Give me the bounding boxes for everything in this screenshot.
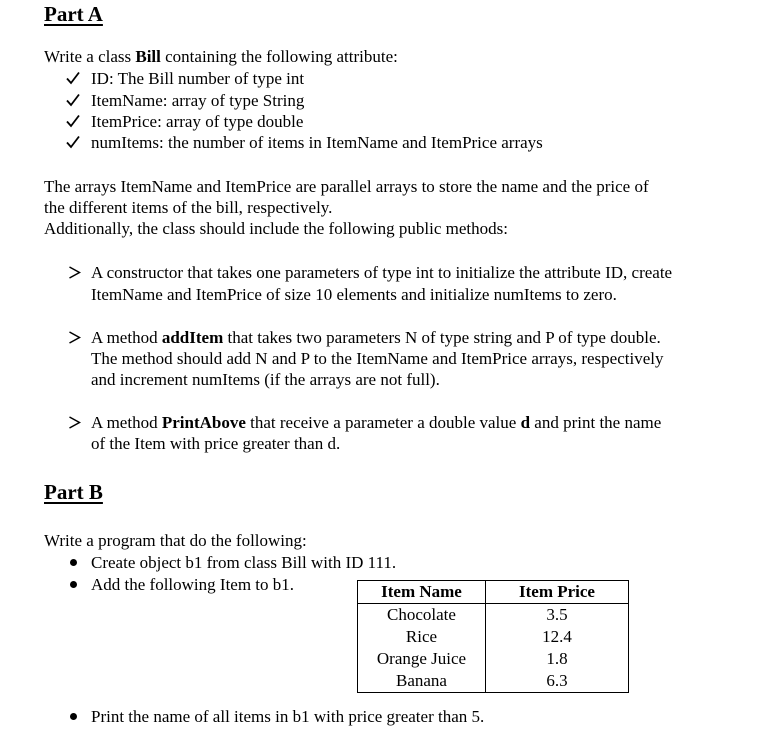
check-icon <box>66 135 80 149</box>
item-price-cell: 1.8 <box>486 648 629 670</box>
table-row <box>358 670 629 693</box>
item-name-cell: Rice <box>358 626 486 648</box>
column-header-item-price: Item Price <box>486 581 629 604</box>
class-name: Bill <box>135 47 161 66</box>
method-text: that takes two parameters N of type string and P of type double. <box>223 328 661 347</box>
method-name: addItem <box>161 328 224 347</box>
attribute-item: ID: The Bill number of type int <box>91 69 305 88</box>
arrow-bullet-icon <box>68 331 81 344</box>
bullet-item: Create object b1 from class Bill with ID 111. <box>91 553 397 572</box>
part-a-intro <box>44 46 398 67</box>
items-table <box>357 580 629 693</box>
table-header-row <box>358 581 629 604</box>
item-price-cell: 12.4 <box>486 626 629 648</box>
paragraph-line: The arrays ItemName and ItemPrice are parallel arrays to store the name and the price of <box>44 177 649 196</box>
bullet-icon <box>70 713 77 720</box>
intro-text-end: containing the following attribute: <box>160 47 398 66</box>
attribute-item: ItemName: array of type String <box>91 91 305 110</box>
item-name-cell: Orange Juice <box>358 648 486 670</box>
method-text: A method <box>91 328 162 347</box>
method-text: A method <box>91 413 162 432</box>
method-name: PrintAbove <box>161 413 246 432</box>
item-name-cell: Banana <box>358 670 486 693</box>
check-icon <box>66 71 80 85</box>
method-line <box>91 327 661 348</box>
part-b-heading: Part B <box>44 480 103 504</box>
table-row <box>358 604 629 627</box>
item-price-cell: 6.3 <box>486 670 629 693</box>
method-line: ItemName and ItemPrice of size 10 elements and initialize numItems to zero. <box>91 285 617 304</box>
attribute-item: numItems: the number of items in ItemName and ItemPrice arrays <box>91 133 543 152</box>
paragraph-line: the different items of the bill, respectively. <box>44 198 333 217</box>
check-icon <box>66 93 80 107</box>
method-text: that receive a parameter a double value <box>245 413 521 432</box>
check-icon <box>66 114 80 128</box>
method-line: The method should add N and P to the ItemName and ItemPrice arrays, respectively <box>91 349 664 368</box>
bullet-icon <box>70 559 77 566</box>
method-line: and increment numItems (if the arrays are not full). <box>91 370 440 389</box>
item-price-cell: 3.5 <box>486 604 629 627</box>
bullet-item: Print the name of all items in b1 with price greater than 5. <box>91 707 485 726</box>
item-name-cell: Chocolate <box>358 604 486 627</box>
bullet-item: Add the following Item to b1. <box>91 575 295 594</box>
part-b-intro: Write a program that do the following: <box>44 531 307 550</box>
table-row <box>358 648 629 670</box>
arrow-bullet-icon <box>68 416 81 429</box>
table-row <box>358 626 629 648</box>
paragraph-line: Additionally, the class should include the following public methods: <box>44 219 508 238</box>
intro-text: Write a class <box>44 47 136 66</box>
column-header-item-name: Item Name <box>358 581 486 604</box>
method-line: A constructor that takes one parameters of type int to initialize the attribute ID, create <box>91 263 673 282</box>
method-text: and print the name <box>530 413 662 432</box>
bullet-icon <box>70 581 77 588</box>
part-a-heading: Part A <box>44 2 103 26</box>
method-line <box>91 412 661 433</box>
parameter-name: d <box>520 413 531 432</box>
attribute-item: ItemPrice: array of type double <box>91 112 304 131</box>
arrow-bullet-icon <box>68 266 81 279</box>
method-line: of the Item with price greater than d. <box>91 434 341 453</box>
